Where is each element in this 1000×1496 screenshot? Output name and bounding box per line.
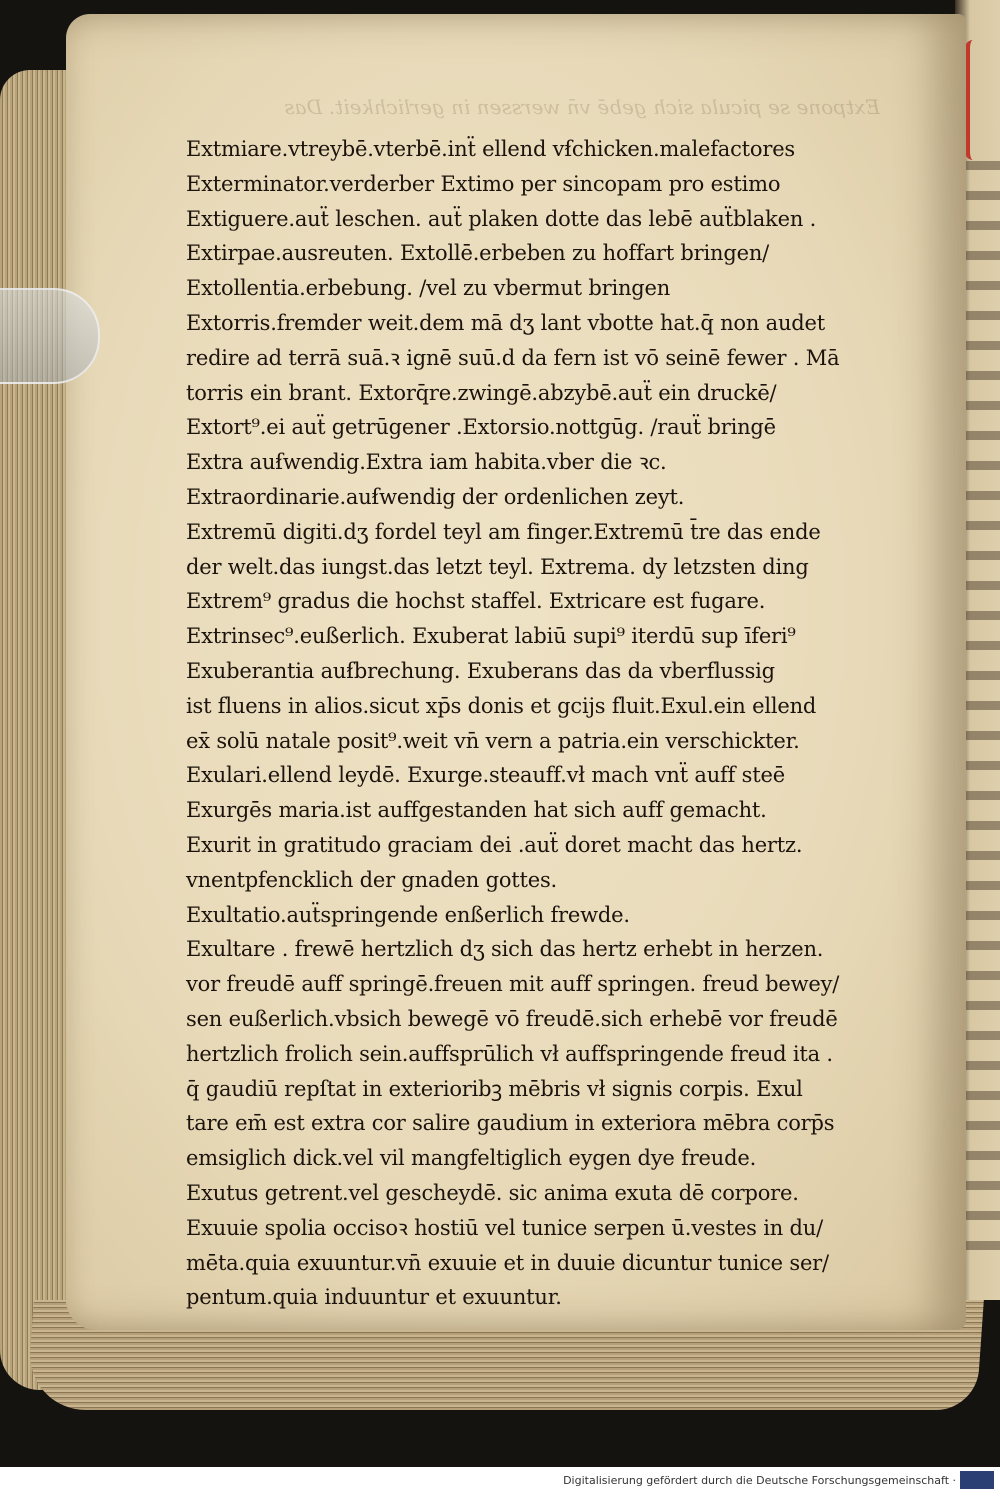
text-line: Extremū digiti.dʒ fordel teyl am finger.Extremū t̄re das ende bbox=[186, 519, 821, 544]
text-line: pentum.quia induuntur et exuuntur. bbox=[186, 1285, 562, 1310]
text-line: vor freudē auff springē.freuen mit auff springen. freud bewey/ bbox=[186, 972, 840, 997]
bookmark-strip bbox=[0, 288, 100, 384]
text-line: Exulari.ellend leydē. Exurge.steauff.vł mach vnẗ auff steē bbox=[186, 763, 785, 788]
dfg-logo bbox=[960, 1471, 994, 1489]
text-line: q̄ gaudiū repſtat in exterioribꝫ mēbris vł signis corpis. Exul bbox=[186, 1076, 803, 1101]
text-line: Exurgēs maria.ist auffgestanden hat sich auff gemacht. bbox=[186, 798, 767, 823]
text-line: Extorris.fremder weit.dem mā dʒ lant vbotte hat.q̄ non audet bbox=[186, 310, 826, 335]
bleed-through-text: Extpone se picula sich gebē vn̄ werssen in gerlichkeit. Das bbox=[284, 95, 880, 119]
text-line: Extollentia.erbebung. /vel zu vbermut bringen bbox=[186, 276, 671, 301]
text-line: ist fluens in alios.sicut xp̄s donis et gcijs fluit.Exul.ein ellend bbox=[186, 693, 817, 718]
text-line: torris ein brant. Extorq̄re.zwingē.abzybē.auẗ ein druckē/ bbox=[186, 380, 777, 405]
text-line: Extrem⁹ gradus die hochst staffel. Extricare est fugare. bbox=[186, 589, 766, 614]
text-line: tare em̄ est extra cor salire gaudium in exteriora mēbra corp̄s bbox=[186, 1111, 835, 1136]
text-line: Extmiare.vtreybē.vterbē.inẗ ellend vẜchicken.malefactores bbox=[186, 137, 795, 161]
text-line: Extra auẜwendig.Extra iam habita.vber die ꝛc. bbox=[186, 450, 667, 475]
facing-page-red-initial bbox=[965, 40, 984, 160]
text-line: emsiglich dick.vel vil mangfeltiglich eygen dye freude. bbox=[186, 1146, 757, 1171]
page-stack-left-edge bbox=[0, 70, 70, 1390]
page-text-block bbox=[186, 132, 886, 1315]
text-line: Exterminator.verderber Extimo per sincopam pro estimo bbox=[186, 171, 781, 196]
text-line: Extiguere.auẗ leschen. auẗ plaken dotte das lebē auẗblaken . bbox=[186, 206, 817, 231]
text-line: redire ad terrā suā.ꝛ ignē suū.d da fern ist vō seinē fewer . Mā bbox=[186, 345, 840, 370]
text-line: Exutus getrent.vel gescheydē. sic anima exuta dē corpore. bbox=[186, 1180, 799, 1205]
text-line: Exultatio.auẗspringende enßerlich frewde. bbox=[186, 902, 630, 927]
text-line: der welt.das iungst.das letzt teyl. Extrema. dy letzsten ding bbox=[186, 554, 809, 579]
digitization-credit: Digitalisierung gefördert durch die Deutsche Forschungsgemeinschaft · bbox=[563, 1474, 956, 1487]
text-line: mēta.quia exuuntur.vn̄ exuuie et in duuie dicuntur tunice ser/ bbox=[186, 1250, 829, 1275]
text-line: Exurit in gratitudo graciam dei .auẗ doret macht das hertz. bbox=[186, 832, 803, 857]
text-line: Exuuie spolia occisoꝛ hostiū vel tunice serpen ū.vestes in du/ bbox=[186, 1215, 823, 1240]
text-line: Extort⁹.ei auẗ getrūgener .Extorsio.nottgūg. /rauẗ bringē bbox=[186, 415, 776, 440]
text-line: Extirpae.ausreuten. Extollē.erbeben zu hoffart bringen/ bbox=[186, 241, 770, 266]
text-line: vnentpfencklich der gnaden gottes. bbox=[186, 867, 558, 892]
text-line: Extrinsec⁹.eußerlich. Exuberat labiū supi⁹ iterdū sup īferi⁹ bbox=[186, 624, 796, 649]
text-line: Exuberantia auẜbrechung. Exuberans das da vberflussig bbox=[186, 658, 775, 683]
text-line: Exultare . frewē hertzlich dʒ sich das hertz erhebt in herzen. bbox=[186, 937, 824, 962]
text-line: ex̄ solū natale posit⁹.weit vn̄ vern a patria.ein verschickter. bbox=[186, 728, 800, 753]
footer-bar bbox=[0, 1467, 1000, 1496]
facing-page-text bbox=[962, 150, 1000, 1250]
text-line: sen eußerlich.vbsich bewegē vō freudē.sich erhebē vor freudē bbox=[186, 1006, 838, 1031]
text-line: hertzlich frolich sein.auffsprūlich vł auffspringende freud ita . bbox=[186, 1041, 833, 1066]
text-line: Extraordinarie.auẜwendig der ordenlichen zeyt. bbox=[186, 484, 685, 509]
